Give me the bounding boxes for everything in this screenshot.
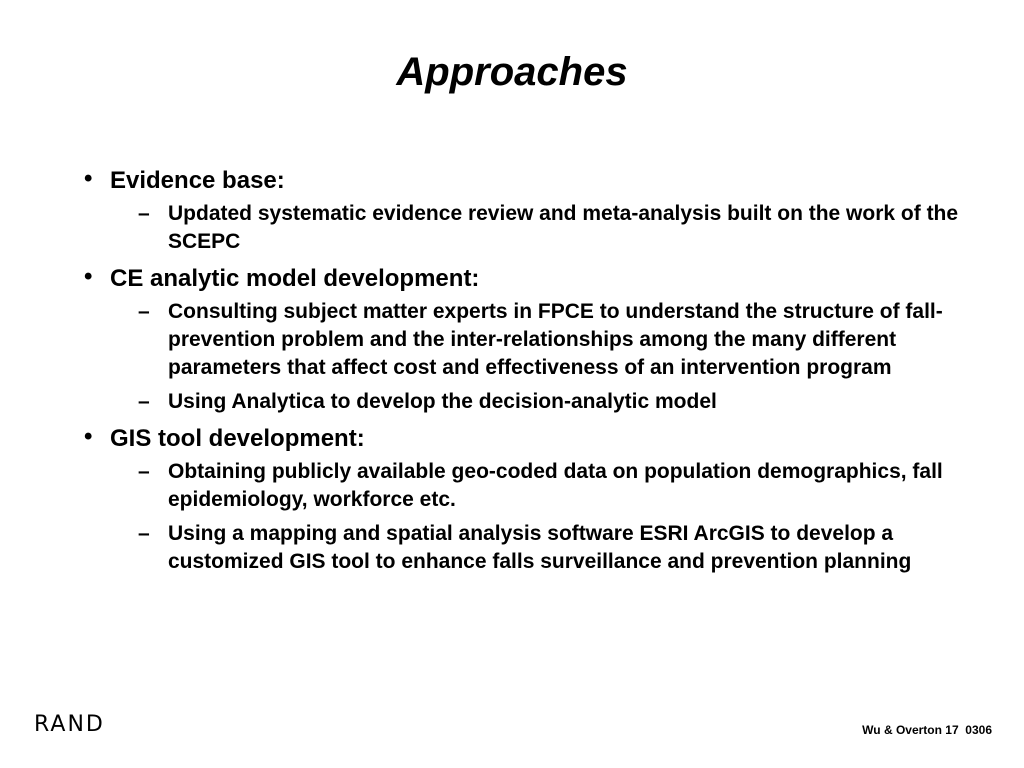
sub-bullet-text: Updated systematic evidence review and meta-analysis built on the work of the SCEPC bbox=[168, 202, 959, 253]
dash-marker: – bbox=[138, 522, 150, 545]
bullet-item-ce-analytic-model bbox=[84, 262, 964, 416]
sub-bullet-item bbox=[110, 388, 964, 416]
bullet-text: Evidence base: bbox=[110, 167, 285, 194]
sub-bullet-list bbox=[110, 200, 964, 256]
slide-content bbox=[84, 164, 964, 582]
sub-bullet-item bbox=[110, 298, 964, 382]
bullet-item-evidence-base bbox=[84, 164, 964, 256]
bullet-marker: • bbox=[84, 423, 93, 450]
dash-marker: – bbox=[138, 390, 150, 413]
sub-bullet-item bbox=[110, 520, 964, 576]
dash-marker: – bbox=[138, 202, 150, 225]
bullet-marker: • bbox=[84, 165, 93, 192]
bullet-marker: • bbox=[84, 263, 93, 290]
sub-bullet-text: Using Analytica to develop the decision-analytic model bbox=[168, 390, 717, 413]
sub-bullet-text: Consulting subject matter experts in FPCE to understand the structure of fall-prevention problem and the inter-relationships among the many different parameters that affect cost and effectiveness of an intervention program bbox=[168, 300, 943, 379]
slide-title: Approaches bbox=[396, 50, 628, 94]
sub-bullet-list bbox=[110, 458, 964, 576]
bullet-text: GIS tool development: bbox=[110, 425, 365, 452]
bullet-list bbox=[84, 164, 964, 576]
dash-marker: – bbox=[138, 300, 150, 323]
sub-bullet-text: Using a mapping and spatial analysis software ESRI ArcGIS to develop a customized GIS tool to enhance falls surveillance and prevention planning bbox=[168, 522, 912, 573]
bullet-text: CE analytic model development: bbox=[110, 265, 480, 292]
sub-bullet-item bbox=[110, 458, 964, 514]
sub-bullet-item bbox=[110, 200, 964, 256]
sub-bullet-text: Obtaining publicly available geo-coded data on population demographics, fall epidemiology, workforce etc. bbox=[168, 460, 943, 511]
bullet-item-gis-tool bbox=[84, 422, 964, 576]
rand-logo: RAND bbox=[34, 712, 105, 737]
sub-bullet-list bbox=[110, 298, 964, 416]
dash-marker: – bbox=[138, 460, 150, 483]
footer-text: Wu & Overton 17 0306 bbox=[862, 723, 992, 737]
